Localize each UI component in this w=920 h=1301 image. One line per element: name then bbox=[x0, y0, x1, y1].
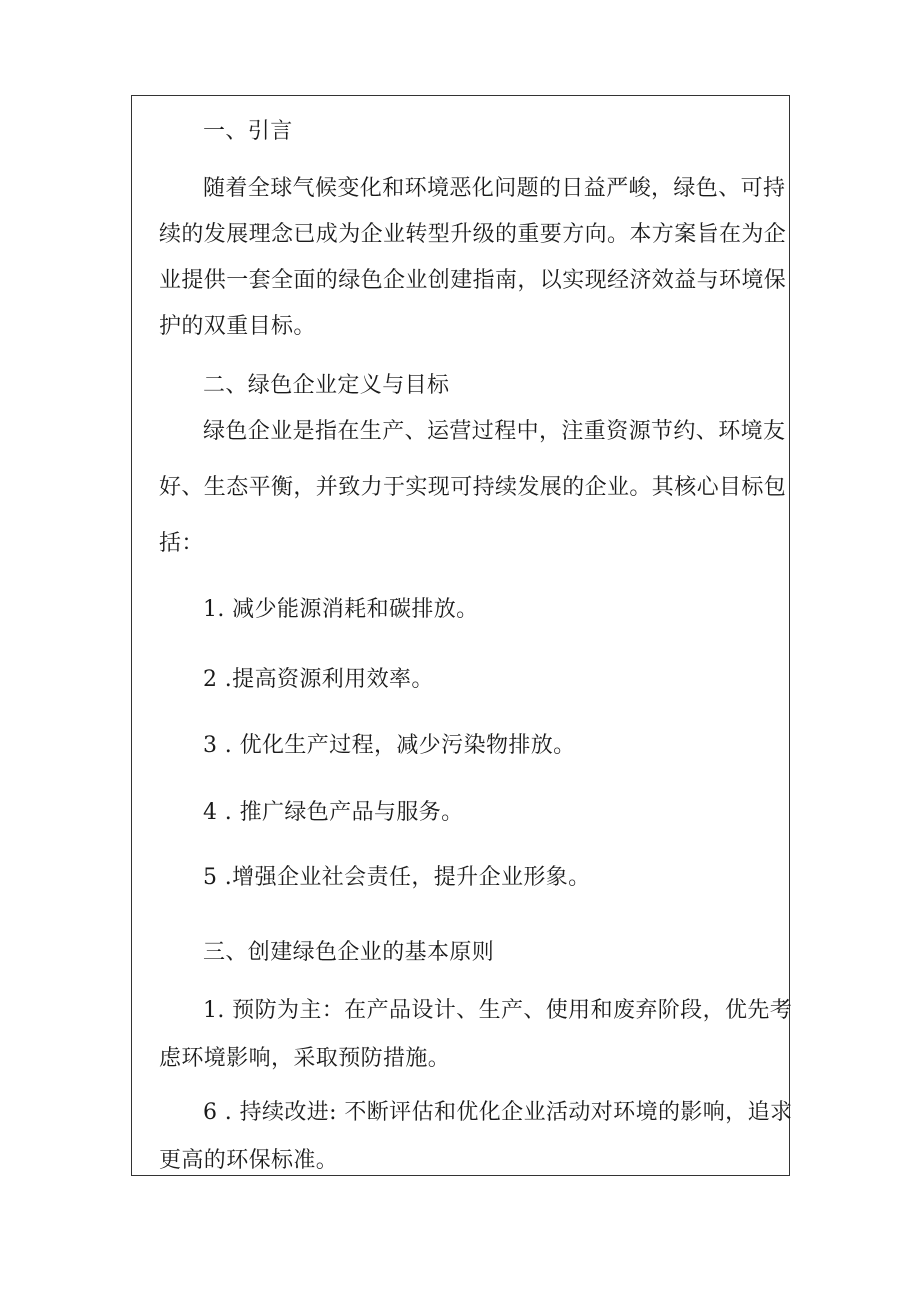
intro-line: 护的双重目标。 bbox=[159, 314, 316, 339]
intro-line: 随着全球气候变化和环境恶化问题的日益严峻，绿色、可持 bbox=[203, 176, 786, 201]
goal-item: 1. 减少能源消耗和碳排放。 bbox=[203, 597, 479, 622]
principle-line: 6 . 持续改进: 不断评估和优化企业活动对环境的影响，追求 bbox=[203, 1100, 793, 1125]
intro-line: 续的发展理念已成为企业转型升级的重要方向。本方案旨在为企 bbox=[159, 222, 787, 247]
goal-item: 2 .提高资源利用效率。 bbox=[203, 667, 434, 692]
definition-line: 绿色企业是指在生产、运营过程中，注重资源节约、环境友 bbox=[203, 419, 786, 444]
definition-line: 好、生态平衡，并致力于实现可持续发展的企业。其核心目标包 bbox=[159, 475, 787, 500]
goal-item: 3 . 优化生产过程，减少污染物排放。 bbox=[203, 733, 576, 758]
principle-paragraph bbox=[132, 1089, 793, 1185]
intro-paragraph bbox=[132, 166, 789, 350]
section-heading-principles: 三、创建绿色企业的基本原则 bbox=[203, 940, 495, 965]
goal-item: 5 .增强企业社会责任，提升企业形象。 bbox=[203, 865, 591, 890]
section-heading-definition: 二、绿色企业定义与目标 bbox=[203, 373, 450, 398]
section-heading-intro: 一、引言 bbox=[203, 119, 293, 144]
goal-item: 4 . 推广绿色产品与服务。 bbox=[203, 800, 464, 825]
principle-line: 更高的环保标准。 bbox=[159, 1148, 339, 1173]
principle-paragraph bbox=[132, 987, 793, 1083]
principle-line: 1. 预防为主：在产品设计、生产、使用和废弃阶段，优先考 bbox=[203, 998, 793, 1023]
principle-line: 虑环境影响，采取预防措施。 bbox=[159, 1046, 451, 1071]
definition-line: 括： bbox=[159, 531, 204, 556]
definition-paragraph bbox=[132, 404, 789, 572]
intro-line: 业提供一套全面的绿色企业创建指南，以实现经济效益与环境保 bbox=[159, 268, 787, 293]
document-frame bbox=[131, 95, 793, 1176]
